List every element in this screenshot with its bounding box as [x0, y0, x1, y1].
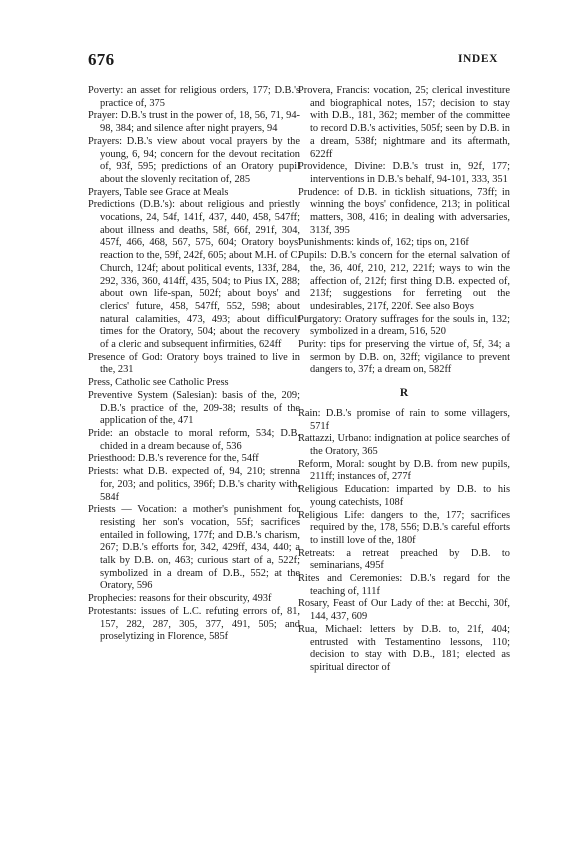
index-entry: Priesthood: D.B.'s reverence for the, 54ff [88, 453, 259, 465]
index-entry: Prudence: of D.B. in ticklish situations, 73ff; in winning the boys' confidence, 213; in political matters, 308, 416; in dealing with adversaries, 313f, 395 [298, 186, 510, 236]
index-column-right [298, 85, 510, 675]
index-entry: Punishments: kinds of, 162; tips on, 216f [298, 237, 469, 249]
index-column-left [88, 85, 300, 644]
index-entry: Priests: what D.B. expected of, 94, 210; strenna for, 203; and politics, 396f; D.B.'s charity with, 584f [88, 466, 300, 503]
index-entry: Pupils: D.B.'s concern for the eternal salvation of the, 36, 40f, 210, 212, 221f; ways to win the affection of, 212f; first thing D.B. expected of, 213f; suggestions for ferreting out the undesirables, 217f, 220f. See also Boys [298, 250, 510, 312]
section-letter: R [399, 387, 409, 400]
index-entry: Rosary, Feast of Our Lady of the: at Becchi, 30f, 144, 437, 609 [298, 598, 510, 623]
index-entry: Protestants: issues of L.C. refuting errors of, 81, 157, 282, 287, 305, 377, 491, 505; and proselytizing in Florence, 585f [88, 605, 300, 643]
index-entry: Purity: tips for preserving the virtue of, 5f, 34; a sermon by D.B. on, 32ff; vigilance to prevent dangers to, 37f; a dream on, 582ff [298, 339, 510, 376]
index-entry: Rattazzi, Urbano: indignation at police searches of the Oratory, 365 [298, 433, 510, 457]
index-entry: Prophecies: reasons for their obscurity, 493f [88, 593, 272, 605]
index-entry: Rain: D.B.'s promise of rain to some villagers, 571f [298, 407, 510, 432]
index-entry: Presence of God: Oratory boys trained to live in the, 231 [88, 351, 300, 376]
index-entry: Rua, Michael: letters by D.B. to, 21f, 404; entrusted with Testamentino lessons, 110; decision to stay with D.B., 181; elected as spiritual director of [298, 623, 510, 673]
index-entry: Prayer: D.B.'s trust in the power of, 18, 56, 71, 94-98, 384; and silence after night prayers, 94 [88, 110, 300, 135]
page-number: 676 [88, 50, 115, 69]
index-entry: Providence, Divine: D.B.'s trust in, 92f, 177; interventions in D.B.'s behalf, 94-101, 333, 351 [298, 161, 510, 185]
index-entry: Rites and Ceremonies: D.B.'s regard for the teaching of, 111f [298, 573, 510, 597]
index-entry: Prayers, Table see Grace at Meals [88, 186, 229, 198]
index-entry: Pride: an obstacle to moral reform, 534; D.B. chided in a dream because of, 536 [88, 427, 300, 452]
index-entry: Religious Education: imparted by D.B. to his young catechists, 108f [298, 484, 510, 508]
index-entry: Religious Life: dangers to the, 177; sacrifices required by the, 178, 556; D.B.'s careful efforts to instill love of the, 180f [298, 509, 510, 546]
index-entry: Reform, Moral: sought by D.B. from new pupils, 211ff; instances of, 277f [298, 458, 510, 483]
index-entry: Prayers: D.B.'s view about vocal prayers by the young, 6, 94; concern for the devout recitation of, 93f, 595; predictions of an Oratory pupil about the slovenly recitation of, 285 [88, 135, 300, 185]
index-entry: Priests — Vocation: a mother's punishment for resisting her son's vocation, 55f; sacrifices entailed in following, 177f; and D.B.'s charism, 267; D.B.'s efforts for, 342, 429ff, 434, 440; a talk by D.B. on, 463; curious start of a, 522f; symbolized in a dream of D.B., 552; at the Oratory, 596 [88, 504, 300, 592]
index-entry: Retreats: a retreat preached by D.B. to seminarians, 495f [298, 547, 510, 572]
running-head: INDEX [457, 53, 498, 65]
index-entry: Provera, Francis: vocation, 25; clerical investiture and biographical notes, 157; decision to stay with D.B., 181, 362; member of the committee to record D.B.'s activities, 505f; seen by D.B. in a dream, 538f; nightmare and its aftermath, 622ff [298, 85, 510, 160]
index-entry: Purgatory: Oratory suffrages for the souls in, 132; symbolized in a dream, 516, 520 [298, 313, 510, 338]
index-entry: Press, Catholic see Catholic Press [88, 377, 229, 389]
index-entry: Preventive System (Salesian): basis of the, 209; D.B.'s practice of the, 209-38; results of the application of the, 471 [88, 389, 300, 427]
index-entry: Poverty: an asset for religious orders, 177; D.B.'s practice of, 375 [88, 85, 300, 109]
index-entry: Predictions (D.B.'s): about religious and priestly vocations, 24, 54f, 141f, 437, 440, 458, 547ff; about illness and deaths, 58f, 66f, 291f, 304, 457f, 466, 468, 567, 575, 604; Oratory boys' reaction to the, 59f, 242f, 605; about M.H. of C. Church, 124f; about political events, 133f, 284, 292, 336, 360, 414ff, 435, 504; to Pius IX, 288; about own life-span, 502f; about boys' and clerics' future, 458, 547ff, 552, 598; about natural calamities, 473, 493; about difficult times for the Oratory, 504; about the recovery of a cleric and subsequent infirmities, 624ff [88, 199, 300, 351]
